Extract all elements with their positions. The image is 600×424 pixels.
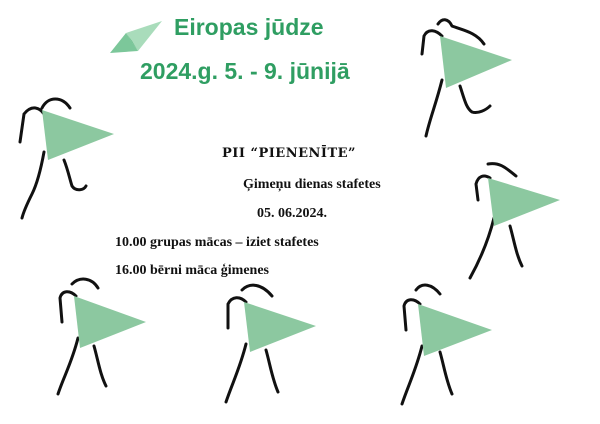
running-triangle-figure-icon [412, 14, 522, 144]
running-triangle-figure-icon [464, 160, 574, 290]
header-dates: 2024.g. 5. - 9. jūnijā [140, 58, 350, 84]
running-triangle-figure-icon [392, 282, 502, 412]
organization-name: PII “PIENENĪTE” [222, 146, 357, 161]
running-triangle-figure-icon [48, 276, 158, 406]
running-triangle-figure-icon [216, 282, 326, 412]
event-date: 05. 06.2024. [257, 206, 327, 221]
header-title: Eiropas jūdze [174, 14, 324, 40]
event-title: Ģimeņu dienas stafetes [243, 177, 381, 192]
triangle-logo-icon [108, 19, 164, 59]
running-triangle-figure-icon [14, 94, 124, 224]
schedule-item: 10.00 grupas mācas – iziet stafetes [115, 235, 319, 250]
schedule-item: 16.00 bērni māca ģimenes [115, 263, 269, 278]
